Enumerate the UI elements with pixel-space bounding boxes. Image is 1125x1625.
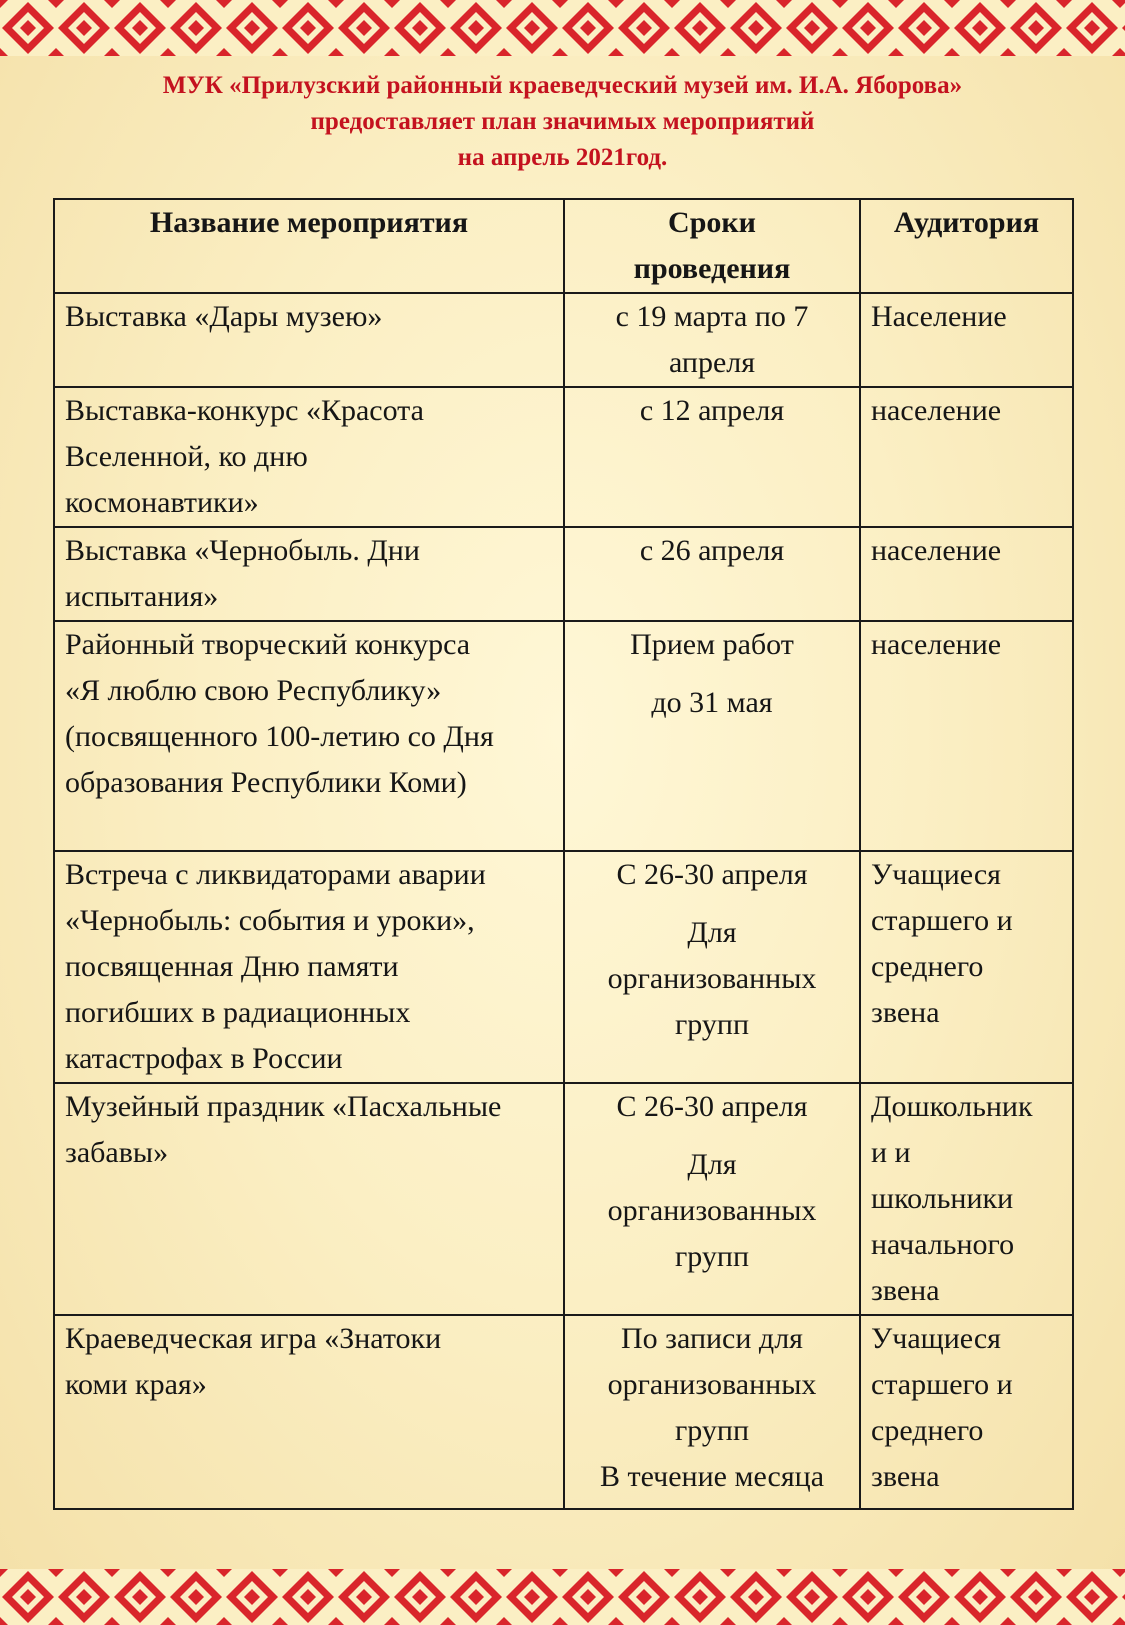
table-row [54,387,1073,527]
table-row [54,527,1073,621]
event-name-cell: Краеведческая игра «Знатоки коми края» [54,1315,564,1509]
event-dates-cell: По записи для организованных групп В течение месяца [564,1315,860,1509]
column-header-dates: Сроки проведения [564,199,860,293]
ornament-border-bottom [0,1569,1125,1625]
page-header [0,68,1125,176]
event-name-cell: Районный творческий конкурса «Я люблю свою Республику» (посвященного 100-летию со Дня образования Республики Коми) [54,621,564,851]
event-audience-cell: Дошкольник и и школьники начального звена [860,1083,1073,1315]
header-line-1: МУК «Прилузский районный краеведческий музей им. И.А. Яборова» [162,72,963,99]
event-dates-cell: с 26 апреля [564,527,860,621]
ornament-border-top [0,0,1125,56]
table-row [54,851,1073,1083]
event-audience-cell: Учащиеся старшего и среднего звена [860,851,1073,1083]
event-name-cell: Выставка «Дары музею» [54,293,564,387]
column-header-audience: Аудитория [860,199,1073,293]
event-audience-cell: Население [860,293,1073,387]
table-row [54,621,1073,851]
event-audience-cell: население [860,621,1073,851]
table-row [54,293,1073,387]
event-name-cell: Выставка-конкурс «Красота Вселенной, ко дню космонавтики» [54,387,564,527]
event-name-cell: Встреча с ликвидаторами аварии «Чернобыль: события и уроки», посвященная Дню памяти погибших в радиационных катастрофах в России [54,851,564,1083]
event-dates-cell: Прием работ до 31 мая [564,621,860,851]
header-line-3: на апрель 2021год. [457,144,668,171]
event-audience-cell: Учащиеся старшего и среднего звена [860,1315,1073,1509]
event-name-cell: Музейный праздник «Пасхальные забавы» [54,1083,564,1315]
table-header-row [54,199,1073,293]
table-row [54,1083,1073,1315]
events-table [53,198,1074,1510]
table-row [54,1315,1073,1509]
event-dates-cell: С 26-30 апреля Для организованных групп [564,1083,860,1315]
event-dates-cell: с 19 марта по 7 апреля [564,293,860,387]
header-line-2: предоставляет план значимых мероприятий [310,108,815,135]
event-name-cell: Выставка «Чернобыль. Дни испытания» [54,527,564,621]
event-dates-cell: с 12 апреля [564,387,860,527]
event-audience-cell: население [860,527,1073,621]
event-dates-cell: С 26-30 апреля Для организованных групп [564,851,860,1083]
event-audience-cell: население [860,387,1073,527]
column-header-name: Название мероприятия [54,199,564,293]
